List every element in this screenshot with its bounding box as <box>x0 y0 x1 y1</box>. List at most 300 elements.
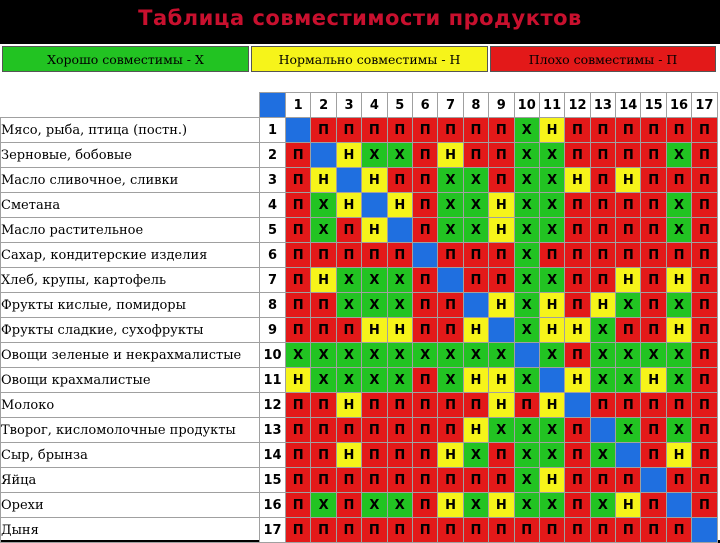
column-header: 11 <box>539 93 564 118</box>
compat-cell: Х <box>539 268 564 293</box>
product-name: Молоко <box>1 393 260 418</box>
compat-cell: П <box>641 268 666 293</box>
compat-cell: Х <box>514 493 539 518</box>
row-number: 4 <box>260 193 286 218</box>
product-name: Масло растительное <box>1 218 260 243</box>
compat-cell: Х <box>616 418 641 443</box>
compat-cell: Н <box>590 293 615 318</box>
compat-cell: Х <box>311 493 336 518</box>
row-number: 8 <box>260 293 286 318</box>
column-header: 4 <box>362 93 387 118</box>
table-row <box>1 218 718 243</box>
compat-cell: П <box>692 143 717 168</box>
compat-cell: П <box>438 518 463 543</box>
compat-cell: П <box>463 518 488 543</box>
compat-cell: П <box>692 418 717 443</box>
compat-cell: Н <box>438 493 463 518</box>
compat-cell: П <box>362 118 387 143</box>
compat-cell: Х <box>539 193 564 218</box>
table-row <box>1 243 718 268</box>
compat-cell: П <box>311 393 336 418</box>
self-cell <box>311 143 336 168</box>
compat-cell: Х <box>463 343 488 368</box>
compat-cell: Х <box>514 243 539 268</box>
compat-cell: Х <box>539 418 564 443</box>
table-row <box>1 268 718 293</box>
compat-cell: П <box>641 168 666 193</box>
compat-cell: Н <box>489 368 514 393</box>
compat-cell: П <box>438 293 463 318</box>
table-row <box>1 393 718 418</box>
compat-cell: П <box>286 218 311 243</box>
self-cell <box>286 118 311 143</box>
compat-cell: П <box>692 468 717 493</box>
product-name: Дыня <box>1 518 260 543</box>
compat-cell: Н <box>463 418 488 443</box>
compat-cell: Х <box>539 143 564 168</box>
compat-cell: Х <box>514 368 539 393</box>
compat-cell: Х <box>514 268 539 293</box>
compat-cell: Х <box>590 368 615 393</box>
compat-cell: Х <box>438 168 463 193</box>
product-name: Овощи крахмалистые <box>1 368 260 393</box>
compat-cell: П <box>666 243 691 268</box>
compat-cell: П <box>692 443 717 468</box>
compat-cell: П <box>641 493 666 518</box>
compat-cell: Х <box>666 143 691 168</box>
compat-cell: Х <box>514 418 539 443</box>
row-number: 2 <box>260 143 286 168</box>
compat-cell: Х <box>666 193 691 218</box>
compat-cell: Н <box>463 368 488 393</box>
compat-cell: П <box>311 443 336 468</box>
compat-cell: П <box>311 243 336 268</box>
table-row <box>1 118 718 143</box>
compat-cell: Х <box>666 368 691 393</box>
compat-cell: П <box>641 418 666 443</box>
compat-cell: П <box>362 443 387 468</box>
column-header: 8 <box>463 93 488 118</box>
compat-cell: Н <box>539 468 564 493</box>
column-header: 13 <box>590 93 615 118</box>
self-cell <box>666 493 691 518</box>
self-cell <box>539 368 564 393</box>
compat-cell: Х <box>387 493 412 518</box>
compat-cell: П <box>412 143 437 168</box>
column-header: 2 <box>311 93 336 118</box>
compat-cell: П <box>362 468 387 493</box>
compat-cell: Н <box>362 218 387 243</box>
compat-cell: Х <box>590 343 615 368</box>
compat-cell: П <box>438 118 463 143</box>
compat-cell: П <box>311 118 336 143</box>
compat-cell: Х <box>463 493 488 518</box>
compat-cell: Х <box>539 168 564 193</box>
page-title: Таблица совместимости продуктов <box>138 6 582 30</box>
product-name: Фрукты сладкие, сухофрукты <box>1 318 260 343</box>
compat-cell: П <box>666 468 691 493</box>
product-name: Сахар, кондитерские изделия <box>1 243 260 268</box>
row-number: 12 <box>260 393 286 418</box>
compat-cell: Х <box>311 218 336 243</box>
compat-cell: П <box>336 418 361 443</box>
compat-cell: П <box>565 443 590 468</box>
legend-good: Хорошо совместимы - Х <box>2 46 249 72</box>
compat-cell: П <box>692 243 717 268</box>
compat-cell: П <box>590 468 615 493</box>
compat-cell: П <box>616 193 641 218</box>
compat-cell: П <box>565 118 590 143</box>
self-cell <box>438 268 463 293</box>
compat-cell: Х <box>412 343 437 368</box>
compat-cell: П <box>641 243 666 268</box>
compat-cell: П <box>286 168 311 193</box>
compat-cell: П <box>412 518 437 543</box>
compat-cell: Х <box>438 343 463 368</box>
compat-cell: Н <box>438 443 463 468</box>
compat-cell: П <box>692 168 717 193</box>
compat-cell: П <box>489 518 514 543</box>
compat-cell: Н <box>387 318 412 343</box>
compat-cell: Н <box>489 493 514 518</box>
compat-cell: П <box>590 193 615 218</box>
compat-cell: П <box>641 218 666 243</box>
row-number: 11 <box>260 368 286 393</box>
column-header: 14 <box>616 93 641 118</box>
table-row <box>1 318 718 343</box>
compat-cell: Н <box>539 393 564 418</box>
row-number: 9 <box>260 318 286 343</box>
header-row <box>1 93 718 118</box>
compat-cell: Х <box>336 368 361 393</box>
compat-cell: П <box>387 168 412 193</box>
compat-cell: П <box>438 468 463 493</box>
legend-bar <box>0 44 720 74</box>
compat-cell: Х <box>438 368 463 393</box>
compat-cell: П <box>565 243 590 268</box>
compat-cell: Н <box>362 168 387 193</box>
legend-bad: Плохо совместимы - П <box>490 46 716 72</box>
compat-cell: Х <box>514 318 539 343</box>
compat-cell: П <box>666 118 691 143</box>
compat-cell: П <box>666 518 691 543</box>
column-header: 12 <box>565 93 590 118</box>
compat-cell: Х <box>463 218 488 243</box>
compat-cell: П <box>565 193 590 218</box>
compat-cell: П <box>286 493 311 518</box>
compat-cell: П <box>286 268 311 293</box>
row-number: 16 <box>260 493 286 518</box>
compat-cell: Х <box>387 368 412 393</box>
compat-cell: П <box>692 343 717 368</box>
compat-cell: Х <box>387 143 412 168</box>
compat-cell: Х <box>514 468 539 493</box>
product-name: Масло сливочное, сливки <box>1 168 260 193</box>
product-name: Мясо, рыба, птица (постн.) <box>1 118 260 143</box>
compat-cell: Н <box>336 193 361 218</box>
compat-cell: П <box>412 118 437 143</box>
compat-cell: П <box>692 293 717 318</box>
table-row <box>1 193 718 218</box>
compat-cell: П <box>539 518 564 543</box>
compat-cell: Х <box>514 218 539 243</box>
compat-cell: Н <box>539 118 564 143</box>
row-number: 3 <box>260 168 286 193</box>
compat-cell: П <box>311 418 336 443</box>
compat-cell: П <box>489 443 514 468</box>
self-cell <box>463 293 488 318</box>
compat-cell: Н <box>539 293 564 318</box>
product-name: Сыр, брынза <box>1 443 260 468</box>
compat-cell: Х <box>666 293 691 318</box>
compat-cell: П <box>412 468 437 493</box>
compat-cell: П <box>412 418 437 443</box>
compat-cell: П <box>286 393 311 418</box>
compatibility-sheet <box>0 74 720 540</box>
compat-cell: П <box>412 193 437 218</box>
compat-cell: Х <box>362 493 387 518</box>
compat-cell: Х <box>387 293 412 318</box>
compat-cell: П <box>565 518 590 543</box>
compat-cell: Х <box>362 343 387 368</box>
compat-cell: Х <box>286 343 311 368</box>
product-name: Фрукты кислые, помидоры <box>1 293 260 318</box>
compat-cell: П <box>616 393 641 418</box>
compat-cell: Х <box>616 368 641 393</box>
compat-cell: П <box>616 143 641 168</box>
compat-cell: Н <box>565 318 590 343</box>
header-corner <box>260 93 286 118</box>
compat-cell: П <box>565 293 590 318</box>
compat-cell: Х <box>539 443 564 468</box>
compat-cell: П <box>692 318 717 343</box>
compat-cell: Н <box>616 168 641 193</box>
compat-cell: П <box>286 243 311 268</box>
compat-cell: П <box>463 468 488 493</box>
compat-cell: П <box>590 168 615 193</box>
table-row <box>1 418 718 443</box>
compat-cell: П <box>336 493 361 518</box>
compat-cell: П <box>286 143 311 168</box>
compat-cell: П <box>412 493 437 518</box>
table-row <box>1 143 718 168</box>
compat-cell: Х <box>362 293 387 318</box>
compat-cell: Х <box>514 143 539 168</box>
compat-cell: П <box>286 418 311 443</box>
compat-cell: П <box>616 118 641 143</box>
compat-cell: П <box>616 318 641 343</box>
table-row <box>1 468 718 493</box>
compat-cell: Х <box>666 343 691 368</box>
compat-cell: Н <box>362 318 387 343</box>
compat-cell: П <box>590 118 615 143</box>
compat-cell: П <box>590 268 615 293</box>
column-header: 6 <box>412 93 437 118</box>
compat-cell: Н <box>463 318 488 343</box>
compat-cell: П <box>565 418 590 443</box>
compat-cell: Х <box>362 368 387 393</box>
column-header: 9 <box>489 93 514 118</box>
compat-cell: Х <box>438 218 463 243</box>
compat-cell: Н <box>489 193 514 218</box>
row-number: 5 <box>260 218 286 243</box>
compat-cell: Х <box>539 218 564 243</box>
compat-cell: П <box>336 518 361 543</box>
compat-cell: П <box>412 393 437 418</box>
compat-cell: П <box>641 193 666 218</box>
compat-cell: Х <box>641 343 666 368</box>
compat-cell: Н <box>311 168 336 193</box>
compat-cell: П <box>489 468 514 493</box>
compat-cell: Х <box>311 343 336 368</box>
compat-cell: П <box>412 168 437 193</box>
compat-cell: Х <box>387 343 412 368</box>
compat-cell: П <box>565 218 590 243</box>
self-cell <box>616 443 641 468</box>
compat-cell: П <box>489 143 514 168</box>
compat-cell: Х <box>514 293 539 318</box>
compat-cell: П <box>438 243 463 268</box>
compat-cell: Н <box>616 268 641 293</box>
compat-cell: П <box>412 293 437 318</box>
compat-cell: П <box>641 143 666 168</box>
compat-cell: Х <box>387 268 412 293</box>
column-header: 7 <box>438 93 463 118</box>
compat-cell: П <box>489 168 514 193</box>
self-cell <box>412 243 437 268</box>
compat-cell: Х <box>489 343 514 368</box>
compat-cell: П <box>412 443 437 468</box>
compat-cell: П <box>590 518 615 543</box>
compat-cell: П <box>362 393 387 418</box>
compat-cell: П <box>412 218 437 243</box>
compat-cell: П <box>311 293 336 318</box>
compat-cell: Н <box>336 393 361 418</box>
compat-cell: П <box>641 443 666 468</box>
product-name: Яйца <box>1 468 260 493</box>
compat-cell: Н <box>641 368 666 393</box>
compat-cell: Н <box>666 443 691 468</box>
compat-cell: П <box>565 343 590 368</box>
compat-cell: П <box>692 193 717 218</box>
compat-cell: Н <box>565 368 590 393</box>
compat-cell: П <box>463 143 488 168</box>
compat-cell: Х <box>616 293 641 318</box>
compat-cell: П <box>590 218 615 243</box>
compat-cell: П <box>692 268 717 293</box>
self-cell <box>387 218 412 243</box>
compat-cell: Н <box>539 318 564 343</box>
compat-cell: Х <box>336 268 361 293</box>
column-header: 17 <box>692 93 717 118</box>
compat-cell: Х <box>362 143 387 168</box>
compat-cell: П <box>641 293 666 318</box>
self-cell <box>590 418 615 443</box>
compat-cell: Х <box>438 193 463 218</box>
compat-cell: Х <box>590 318 615 343</box>
compat-cell: Х <box>336 343 361 368</box>
compat-cell: П <box>412 318 437 343</box>
product-name: Овощи зеленые и некрахмалистые <box>1 343 260 368</box>
compat-cell: П <box>489 268 514 293</box>
compat-cell: Н <box>489 393 514 418</box>
compat-cell: П <box>641 318 666 343</box>
compat-cell: Х <box>489 418 514 443</box>
compat-cell: П <box>692 368 717 393</box>
compat-cell: П <box>514 518 539 543</box>
compat-cell: Х <box>539 343 564 368</box>
compat-cell: П <box>590 243 615 268</box>
column-header: 1 <box>286 93 311 118</box>
compat-cell: П <box>616 243 641 268</box>
compat-cell: Х <box>666 418 691 443</box>
compat-cell: П <box>616 518 641 543</box>
column-header: 3 <box>336 93 361 118</box>
table-row <box>1 493 718 518</box>
compat-cell: Х <box>336 293 361 318</box>
compat-cell: П <box>438 418 463 443</box>
column-header: 15 <box>641 93 666 118</box>
compat-cell: П <box>463 393 488 418</box>
compat-cell: П <box>590 143 615 168</box>
compat-cell: П <box>362 243 387 268</box>
table-row <box>1 443 718 468</box>
compat-cell: Х <box>514 168 539 193</box>
compat-cell: П <box>641 518 666 543</box>
self-cell <box>692 518 717 543</box>
compat-cell: П <box>489 118 514 143</box>
compat-cell: Н <box>489 218 514 243</box>
self-cell <box>514 343 539 368</box>
compat-cell: Н <box>336 143 361 168</box>
compat-cell: Х <box>616 343 641 368</box>
compat-cell: П <box>311 518 336 543</box>
compat-cell: П <box>641 393 666 418</box>
compat-cell: Х <box>514 193 539 218</box>
compat-cell: П <box>590 393 615 418</box>
compat-cell: Х <box>590 443 615 468</box>
self-cell <box>641 468 666 493</box>
compat-cell: Х <box>514 443 539 468</box>
compat-cell: П <box>463 243 488 268</box>
compat-cell: Х <box>362 268 387 293</box>
compat-cell: П <box>692 118 717 143</box>
compat-cell: Н <box>565 168 590 193</box>
self-cell <box>489 318 514 343</box>
compat-cell: Н <box>387 193 412 218</box>
compat-cell: Н <box>489 293 514 318</box>
compat-cell: П <box>362 418 387 443</box>
compat-cell: П <box>387 243 412 268</box>
table-row <box>1 343 718 368</box>
compat-cell: П <box>616 468 641 493</box>
compat-cell: П <box>565 493 590 518</box>
row-number: 17 <box>260 518 286 543</box>
compat-cell: Н <box>286 368 311 393</box>
compat-cell: П <box>286 318 311 343</box>
compat-cell: Н <box>616 493 641 518</box>
compat-cell: П <box>616 218 641 243</box>
compat-cell: Х <box>463 443 488 468</box>
row-number: 14 <box>260 443 286 468</box>
row-number: 1 <box>260 118 286 143</box>
compat-cell: П <box>412 368 437 393</box>
column-header: 10 <box>514 93 539 118</box>
compat-cell: П <box>565 268 590 293</box>
table-row <box>1 368 718 393</box>
compat-cell: П <box>336 318 361 343</box>
self-cell <box>565 393 590 418</box>
